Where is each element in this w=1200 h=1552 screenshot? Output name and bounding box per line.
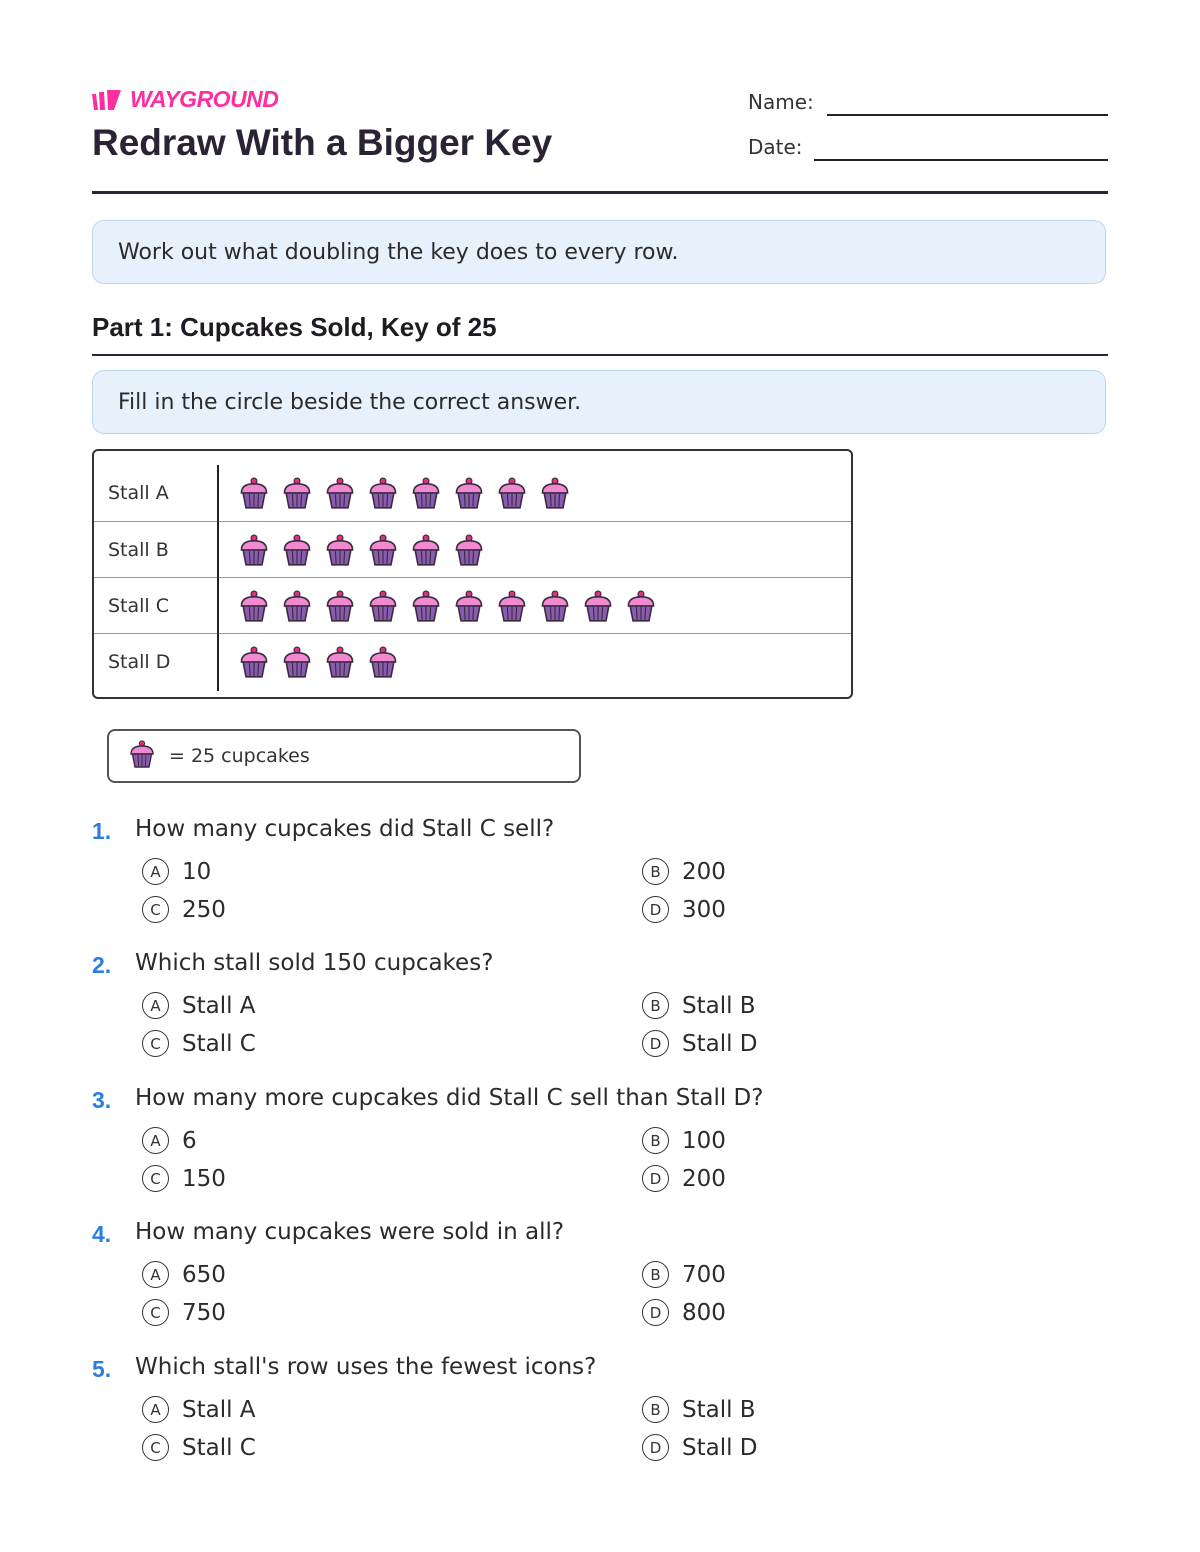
question-text: Which stall sold 150 cupcakes?	[135, 950, 494, 976]
answer-text: 200	[682, 1165, 726, 1192]
answer-text: Stall D	[682, 1030, 758, 1057]
direction-text: Fill in the circle beside the correct answer.	[118, 389, 582, 415]
answer-bubble[interactable]: A	[142, 1127, 169, 1154]
instructions-callout	[92, 220, 1106, 284]
answer-text: Stall B	[682, 1396, 756, 1423]
date-label: Date:	[748, 135, 803, 159]
cupcake-icon	[539, 477, 571, 509]
answer-bubble[interactable]: B	[642, 992, 669, 1019]
answer-option-c[interactable]	[142, 1165, 226, 1192]
pictograph-row	[94, 465, 851, 521]
answer-option-b[interactable]	[642, 1396, 756, 1423]
answer-option-b[interactable]	[642, 1261, 726, 1288]
question-number: 4.	[92, 1221, 112, 1247]
pictograph-row	[94, 577, 851, 634]
answer-bubble[interactable]: A	[142, 858, 169, 885]
row-icons	[218, 590, 657, 622]
brand	[92, 86, 278, 113]
answer-option-c[interactable]	[142, 1434, 256, 1461]
row-icons	[218, 477, 571, 509]
date-field[interactable]	[814, 159, 1108, 161]
row-icons	[218, 534, 485, 566]
row-label: Stall B	[108, 539, 169, 561]
pictograph-key	[107, 729, 581, 783]
answer-bubble[interactable]: D	[642, 1299, 669, 1326]
answer-text: 750	[182, 1299, 226, 1326]
answer-text: 800	[682, 1299, 726, 1326]
cupcake-icon	[367, 590, 399, 622]
answer-text: 100	[682, 1127, 726, 1154]
cupcake-icon	[324, 534, 356, 566]
answer-bubble[interactable]: A	[142, 1261, 169, 1288]
cupcake-icon	[238, 534, 270, 566]
page-title: Redraw With a Bigger Key	[92, 122, 553, 163]
cupcake-icon	[281, 646, 313, 678]
answer-bubble[interactable]: D	[642, 896, 669, 923]
answer-bubble[interactable]: C	[142, 1030, 169, 1057]
answer-text: Stall B	[682, 992, 756, 1019]
answer-option-a[interactable]	[142, 858, 211, 885]
answer-bubble[interactable]: C	[142, 1165, 169, 1192]
question-number: 2.	[92, 952, 112, 978]
cupcake-icon	[453, 477, 485, 509]
cupcake-icon	[539, 590, 571, 622]
cupcake-icon	[367, 477, 399, 509]
cupcake-icon	[238, 590, 270, 622]
answer-bubble[interactable]: A	[142, 992, 169, 1019]
question-number: 3.	[92, 1087, 112, 1113]
row-icons	[218, 646, 399, 678]
question-text: How many more cupcakes did Stall C sell than Stall D?	[135, 1085, 764, 1111]
answer-option-a[interactable]	[142, 1261, 226, 1288]
answer-bubble[interactable]: C	[142, 896, 169, 923]
row-label: Stall D	[108, 651, 171, 673]
brand-name: WAYGROUND	[130, 86, 279, 112]
cupcake-icon	[496, 477, 528, 509]
answer-text: 250	[182, 896, 226, 923]
cupcake-icon	[496, 590, 528, 622]
answer-bubble[interactable]: B	[642, 1396, 669, 1423]
answer-option-d[interactable]	[642, 1165, 726, 1192]
answer-option-d[interactable]	[642, 1030, 758, 1057]
answer-text: Stall A	[182, 1396, 256, 1423]
answer-option-d[interactable]	[642, 1434, 758, 1461]
answer-option-b[interactable]	[642, 992, 756, 1019]
answer-text: Stall D	[682, 1434, 758, 1461]
cupcake-icon	[324, 590, 356, 622]
answer-option-d[interactable]	[642, 1299, 726, 1326]
answer-bubble[interactable]: D	[642, 1165, 669, 1192]
cupcake-icon	[453, 534, 485, 566]
answer-bubble[interactable]: D	[642, 1030, 669, 1057]
cupcake-icon	[410, 534, 442, 566]
question-number: 5.	[92, 1356, 112, 1382]
answer-bubble[interactable]: B	[642, 858, 669, 885]
answer-bubble[interactable]: C	[142, 1434, 169, 1461]
answer-option-b[interactable]	[642, 858, 726, 885]
cupcake-icon	[238, 646, 270, 678]
answer-text: 700	[682, 1261, 726, 1288]
answer-option-c[interactable]	[142, 1299, 226, 1326]
cupcake-icon	[582, 590, 614, 622]
answer-option-c[interactable]	[142, 1030, 256, 1057]
wayground-logo-icon	[92, 88, 122, 112]
cupcake-icon	[453, 590, 485, 622]
row-label: Stall C	[108, 595, 170, 617]
answer-bubble[interactable]: A	[142, 1396, 169, 1423]
cupcake-icon	[367, 646, 399, 678]
cupcake-icon	[281, 590, 313, 622]
cupcake-icon	[129, 740, 155, 768]
label-divider	[217, 465, 219, 691]
answer-text: 300	[682, 896, 726, 923]
answer-text: 650	[182, 1261, 226, 1288]
key-icon-slot	[129, 740, 155, 772]
key-text: = 25 cupcakes	[169, 745, 310, 767]
pictograph-row	[94, 521, 851, 578]
answer-text: 150	[182, 1165, 226, 1192]
part-1-heading: Part 1: Cupcakes Sold, Key of 25	[92, 312, 497, 342]
question-text: How many cupcakes did Stall C sell?	[135, 816, 555, 842]
cupcake-icon	[324, 477, 356, 509]
cupcake-icon	[281, 477, 313, 509]
answer-text: Stall C	[182, 1434, 256, 1461]
answer-bubble[interactable]: B	[642, 1127, 669, 1154]
answer-bubble[interactable]: C	[142, 1299, 169, 1326]
cupcake-icon	[410, 590, 442, 622]
answer-text: 10	[182, 858, 212, 885]
answer-option-a[interactable]	[142, 992, 256, 1019]
cupcake-icon	[625, 590, 657, 622]
question-text: Which stall's row uses the fewest icons?	[135, 1354, 597, 1380]
answer-option-b[interactable]	[642, 1127, 726, 1154]
answer-text: 6	[182, 1127, 197, 1154]
cupcake-icon	[367, 534, 399, 566]
answer-option-c[interactable]	[142, 896, 226, 923]
instructions-text: Work out what doubling the key does to every row.	[118, 239, 679, 265]
header-divider	[92, 191, 1108, 194]
pictograph-row	[94, 633, 851, 690]
answer-bubble[interactable]: D	[642, 1434, 669, 1461]
cupcake-icon	[324, 646, 356, 678]
answer-option-d[interactable]	[642, 896, 726, 923]
cupcake-icon	[281, 534, 313, 566]
answer-option-a[interactable]	[142, 1127, 197, 1154]
answer-text: 200	[682, 858, 726, 885]
name-field[interactable]	[827, 114, 1108, 116]
answer-text: Stall C	[182, 1030, 256, 1057]
row-label: Stall A	[108, 482, 169, 504]
question-number: 1.	[92, 818, 112, 844]
cupcake-icon	[410, 477, 442, 509]
pictograph	[92, 449, 853, 699]
name-label: Name:	[748, 90, 814, 114]
answer-text: Stall A	[182, 992, 256, 1019]
answer-option-a[interactable]	[142, 1396, 256, 1423]
direction-callout	[92, 370, 1106, 434]
part-1-divider	[92, 354, 1108, 356]
cupcake-icon	[238, 477, 270, 509]
question-text: How many cupcakes were sold in all?	[135, 1219, 565, 1245]
answer-bubble[interactable]: B	[642, 1261, 669, 1288]
